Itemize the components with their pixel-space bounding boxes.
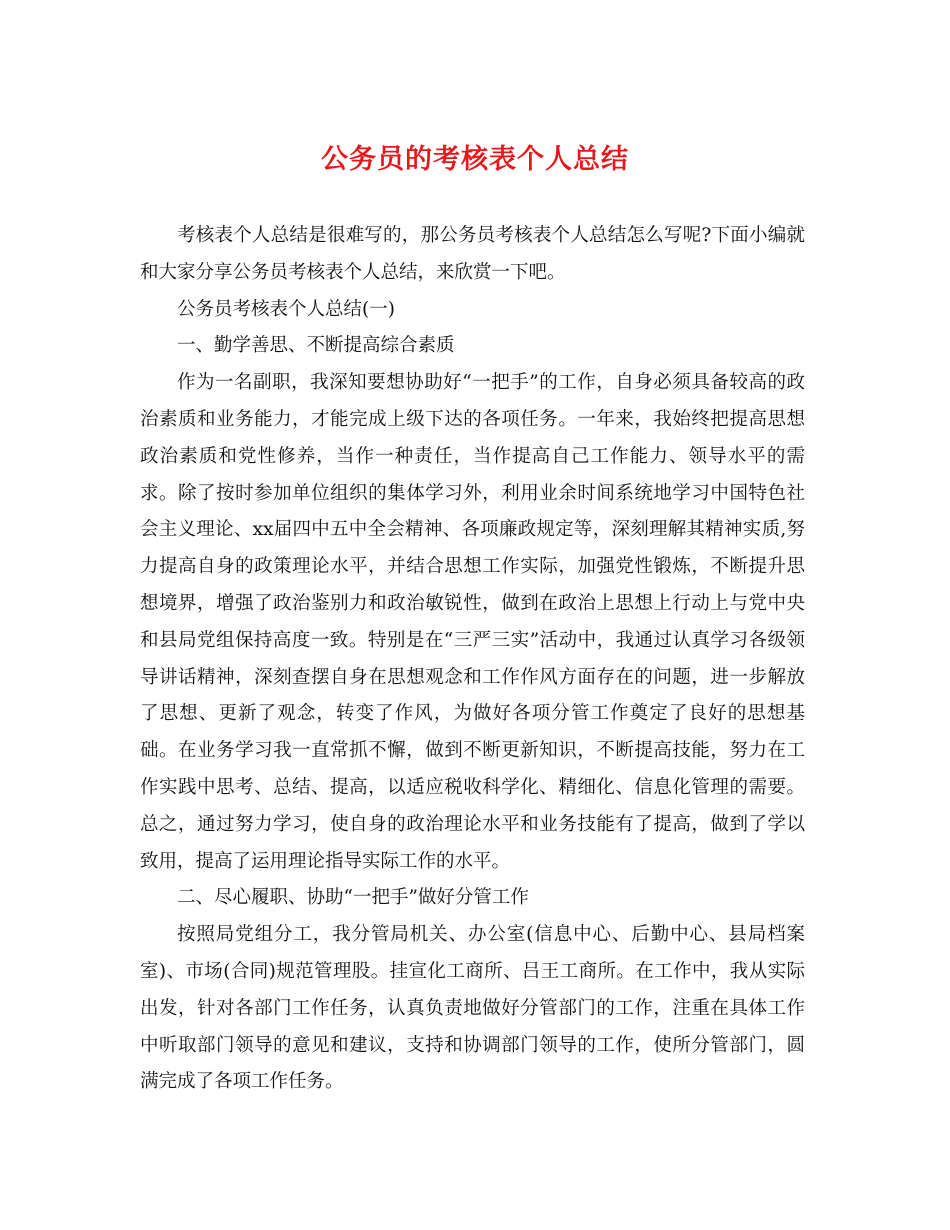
document-title: 公务员的考核表个人总结 [321,144,629,175]
subsection-heading: 一、勤学善思、不断提高综合素质 [177,335,455,357]
intro-paragraph: 考核表个人总结是很难写的，那公务员考核表个人总结怎么写呢?下面小编就和大家分享公务员考核表个人总结，来欣赏一下吧。 [140,225,805,283]
document-body [140,218,805,1101]
section-heading: 公务员考核表个人总结(一) [177,298,395,320]
body-paragraph: 按照局党组分工，我分管局机关、办公室(信息中心、后勤中心、县局档案室)、市场(合同)规范管理股。挂宣化工商所、吕王工商所。在工作中，我从实际出发，针对各部门工作任务，认真负责地做好分管部门的工作，注重在具体工作中听取部门领导的意见和建议，支持和协调部门领导的工作，使所分管部门，圆满完成了各项工作任务。 [140,924,805,1093]
subsection-heading: 二、尽心履职、协助“一把手”做好分管工作 [177,887,529,909]
body-paragraph: 作为一名副职，我深知要想协助好“一把手”的工作，自身必须具备较高的政治素质和业务能力，才能完成上级下达的各项任务。一年来，我始终把提高思想政治素质和党性修养，当作一种责任，当作提高自己工作能力、领导水平的需求。除了按时参加单位组织的集体学习外，利用业余时间系统地学习中国特色社会主义理论、xx届四中五中全会精神、各项廉政规定等，深刻理解其精神实质,努力提高自身的政策理论水平，并结合思想工作实际，加强党性锻炼，不断提升思想境界，增强了政治鉴别力和政治敏锐性，做到在政治上思想上行动上与党中央和县局党组保持高度一致。特别是在“三严三实”活动中，我通过认真学习各级领导讲话精神，深刻查摆自身在思想观念和工作作风方面存在的问题，进一步解放了思想、更新了观念，转变了作风，为做好各项分管工作奠定了良好的思想基础。在业务学习我一直常抓不懈，做到不断更新知识，不断提高技能，努力在工作实践中思考、总结、提高，以适应税收科学化、精细化、信息化管理的需要。总之，通过努力学习，使自身的政治理论水平和业务技能有了提高，做到了学以致用，提高了运用理论指导实际工作的水平。 [140,372,805,872]
